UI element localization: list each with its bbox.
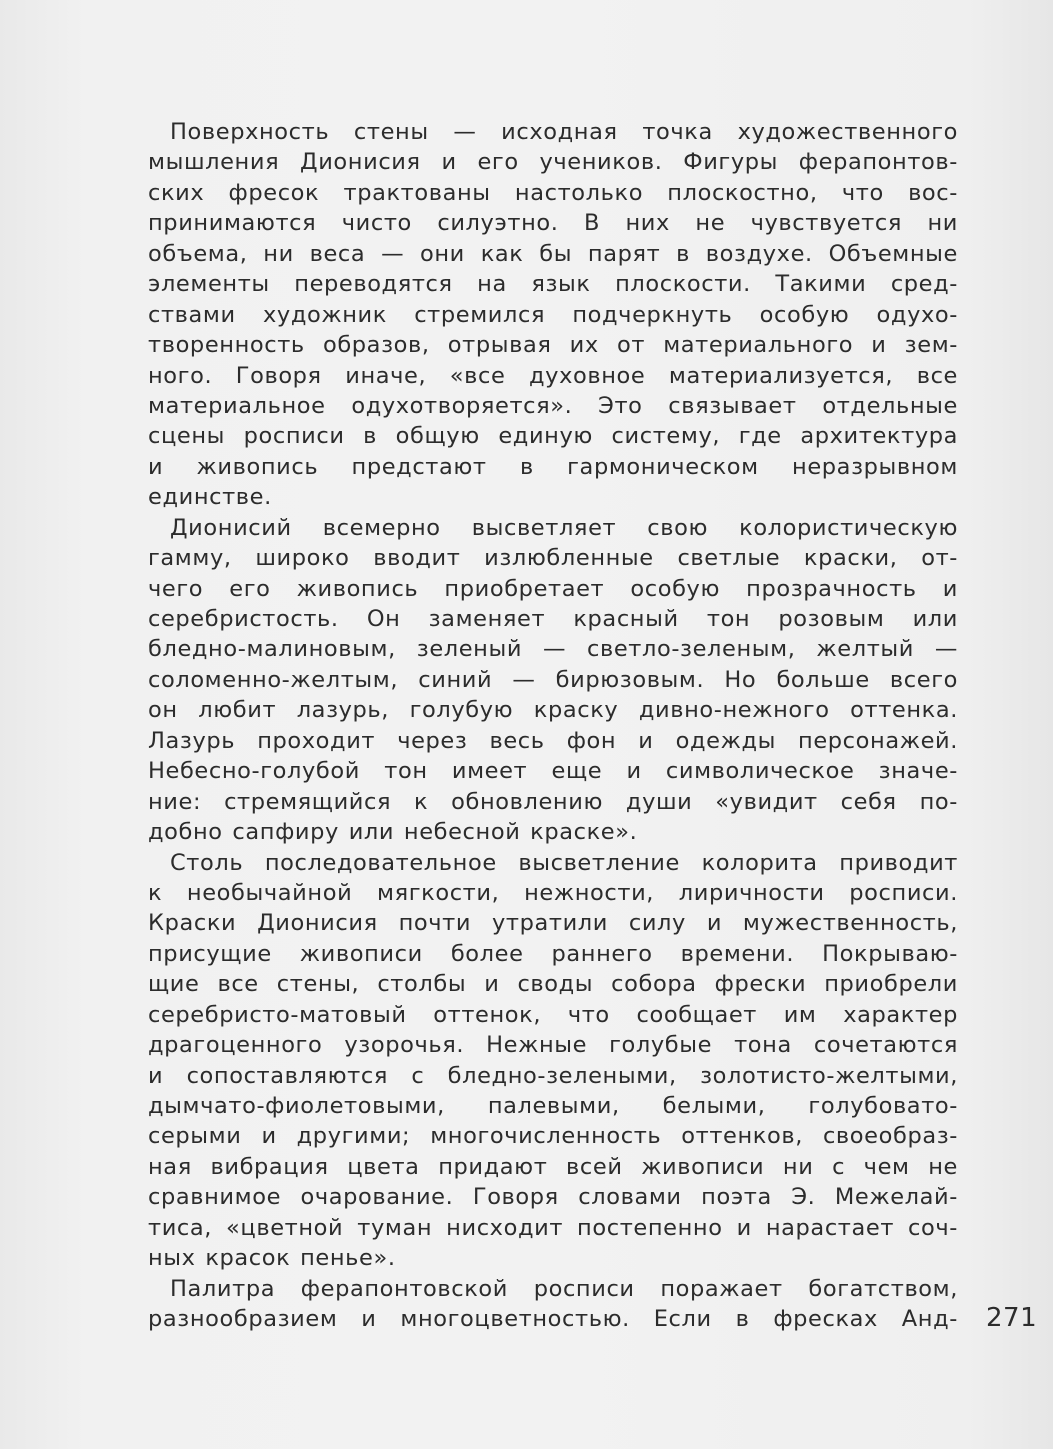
text-line: Краски Дионисия почти утратили силу и мужественность, [148, 910, 958, 937]
text-line: элементы переводятся на язык плоскости. Такими сред- [148, 271, 958, 298]
book-page-text [126, 117, 958, 1335]
text-line: тиса, «цветной туман нисходит постепенно и нарастает соч- [148, 1214, 958, 1241]
text-line: Лазурь проходит через весь фон и одежды персонажей. [148, 727, 958, 754]
text-line: мышления Дионисия и его учеников. Фигуры ферапонтов- [148, 149, 958, 176]
text-line: единстве. [148, 484, 272, 511]
text-line: материальное одухотворяется». Это связывает отдельные [148, 392, 958, 419]
paragraph-4 [126, 1274, 958, 1335]
text-line: ствами художник стремился подчеркнуть особую одухо- [148, 301, 958, 328]
text-line: ских фресок трактованы настолько плоскостно, что вос- [148, 179, 958, 206]
text-line: ная вибрация цвета придают всей живописи ни с чем не [148, 1153, 958, 1180]
text-line: сцены росписи в общую единую систему, где архитектура [148, 423, 958, 450]
text-line: серебристость. Он заменяет красный тон розовым или [148, 606, 958, 632]
text-line: Дионисий всемерно высветляет свою колористическую [170, 514, 958, 541]
text-line: ного. Говоря иначе, «все духовное материализуется, все [148, 362, 958, 389]
text-line: ние: стремящийся к обновлению души «увидит себя по- [148, 788, 958, 815]
text-line: Палитра ферапонтовской росписи поражает богатством, [170, 1275, 958, 1302]
text-line: соломенно-желтым, синий — бирюзовым. Но больше всего [148, 666, 958, 693]
text-line: и сопоставляются с бледно-зелеными, золотисто-желтыми, [148, 1062, 958, 1089]
text-line: объема, ни веса — они как бы парят в воздухе. Объемные [148, 240, 958, 267]
paragraph-3 [126, 848, 958, 1274]
text-line: творенность образов, отрывая их от материального и зем- [148, 332, 958, 359]
text-line: разнообразием и многоцветностью. Если в фресках Анд- [148, 1306, 958, 1333]
text-line: присущие живописи более раннего времени. Покрываю- [148, 940, 958, 967]
text-line: серыми и другими; многочисленность оттенков, своеобраз- [148, 1123, 958, 1150]
text-line: он любит лазурь, голубую краску дивно-нежного оттенка. [148, 697, 958, 724]
text-line: чего его живопись приобретает особую прозрачность и [148, 575, 958, 602]
text-line: серебристо-матовый оттенок, что сообщает им характер [148, 1001, 958, 1028]
paragraph-2 [126, 513, 958, 848]
text-line: и живопись предстают в гармоническом неразрывном [148, 453, 958, 480]
text-line: к необычайной мягкости, нежности, лиричности росписи. [148, 879, 958, 906]
text-line: дымчато-фиолетовыми, палевыми, белыми, голубовато- [148, 1093, 958, 1119]
text-line: сравнимое очарование. Говоря словами поэта Э. Межелай- [148, 1184, 958, 1211]
page-number: 271 [986, 1303, 1038, 1333]
text-line: щие все стены, столбы и своды собора фрески приобрели [148, 971, 958, 998]
text-line: добно сапфиру или небесной краске». [148, 819, 638, 846]
text-line: Поверхность стены — исходная точка художественного [170, 119, 958, 145]
text-line: ных красок пенье». [148, 1245, 396, 1272]
text-line: бледно-малиновым, зеленый — светло-зеленым, желтый — [148, 636, 958, 663]
text-line: Небесно-голубой тон имеет еще и символическое значе- [148, 758, 958, 785]
text-line: драгоценного узорочья. Нежные голубые тона сочетаются [148, 1032, 958, 1059]
text-line: Столь последовательное высветление колорита приводит [170, 849, 958, 876]
paragraph-1 [126, 117, 958, 513]
text-line: гамму, широко вводит излюбленные светлые краски, от- [148, 545, 958, 572]
text-line: принимаются чисто силуэтно. В них не чувствуется ни [148, 210, 958, 237]
